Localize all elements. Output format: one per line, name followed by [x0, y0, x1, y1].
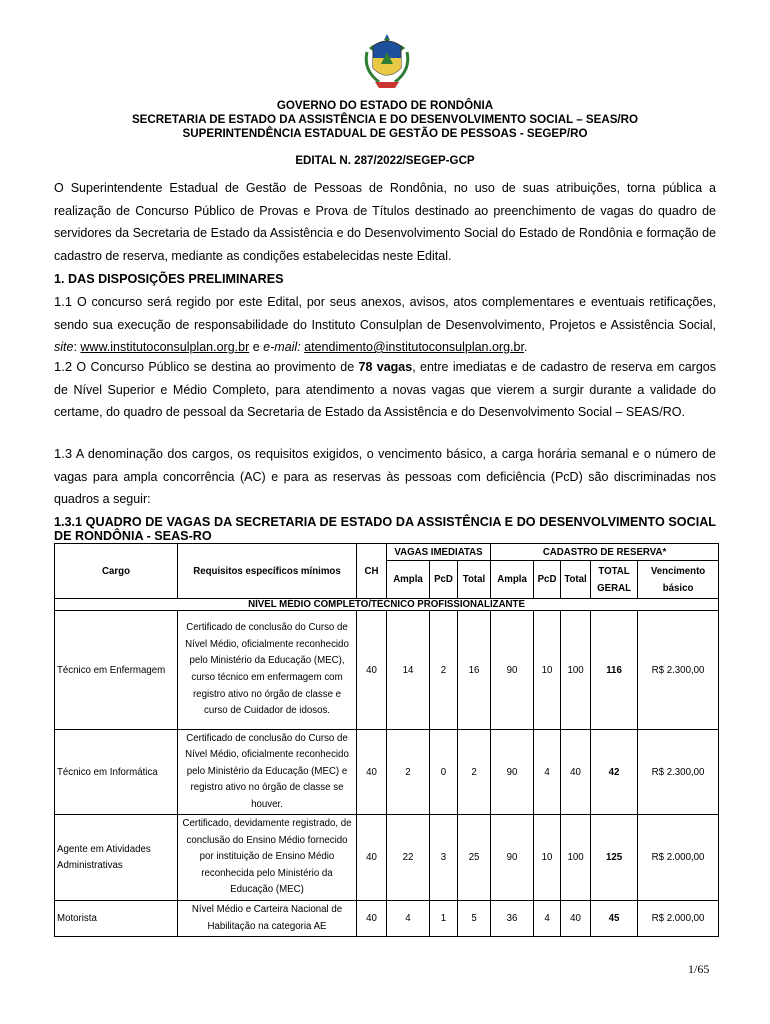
- header-vagas-imediatas: VAGAS IMEDIATAS: [387, 544, 491, 561]
- cell-pcd: 1: [430, 901, 458, 937]
- paragraph-1-3: 1.3 A denominação dos cargos, os requisitos exigidos, o vencimento básico, a carga horária semanal e o número de vagas para ampla concorrência (AC) e para as reservas às pessoas com deficiência (PcD) são discriminadas nos quadros a seguir:: [54, 446, 716, 506]
- paragraph-1-2: 1.2 O Concurso Público se destina ao provimento de 78 vagas, entre imediatas e de cadastro de reserva em cargos de Nível Superior e Médio Completo, para atendimento a novas vagas que vierem a surgir durante a validade do certame, do quadro de pessoal da Secretaria de Estado da Assistência e do Desenvolvimento Social – SEAS/RO.: [54, 359, 716, 419]
- cell-total-geral: 116: [591, 611, 638, 730]
- header-vencimento: Vencimento básico: [638, 561, 719, 599]
- site-label: site: [54, 340, 74, 354]
- cell-cr-ampla: 90: [491, 815, 534, 901]
- paragraph-number: 1.1: [54, 294, 73, 309]
- cell-cr-ampla: 36: [491, 901, 534, 937]
- table-row: [55, 730, 719, 815]
- cell-total: 16: [458, 611, 491, 730]
- subsection-1-3-1-title: 1.3.1 QUADRO DE VAGAS DA SECRETARIA DE ESTADO DA ASSISTÊNCIA E DO DESENVOLVIMENTO SOCIAL DE RONDÔNIA - SEAS-RO: [54, 515, 716, 543]
- cell-pcd: 2: [430, 611, 458, 730]
- cell-vencimento: R$ 2.000,00: [638, 815, 719, 901]
- edital-number: EDITAL N. 287/2022/SEGEP-GCP: [295, 154, 475, 167]
- cell-vencimento: R$ 2.000,00: [638, 901, 719, 937]
- cell-cargo: Técnico em Enfermagem: [55, 611, 178, 730]
- header-total-geral: TOTAL GERAL: [591, 561, 638, 599]
- header-total: Total: [458, 561, 491, 599]
- cell-total-geral: 45: [591, 901, 638, 937]
- header-cr-pcd: PcD: [534, 561, 561, 599]
- cell-cargo: Agente em Atividades Administrativas: [55, 815, 178, 901]
- header-government: GOVERNO DO ESTADO DE RONDÔNIA: [276, 99, 494, 112]
- header-cargo: Cargo: [55, 544, 178, 599]
- header-cr-ampla: Ampla: [491, 561, 534, 599]
- vacancy-table: [54, 543, 719, 937]
- cell-cr-ampla: 90: [491, 611, 534, 730]
- cell-ch: 40: [357, 611, 387, 730]
- header-pcd: PcD: [430, 561, 458, 599]
- header-cadastro-reserva: CADASTRO DE RESERVA*: [491, 544, 719, 561]
- paragraph-number: 1.2: [54, 359, 73, 374]
- table-row: [55, 901, 719, 937]
- cell-total-geral: 125: [591, 815, 638, 901]
- cell-requisitos: Certificado, devidamente registrado, de conclusão do Ensino Médio fornecido por instituição de Ensino Médio reconhecida pelo Ministério da Educação (MEC): [178, 815, 357, 901]
- cell-vencimento: R$ 2.300,00: [638, 730, 719, 815]
- cell-cr-pcd: 4: [534, 901, 561, 937]
- paragraph-number: 1.3: [54, 446, 73, 461]
- cell-ch: 40: [357, 730, 387, 815]
- table-section-label: NÍVEL MÉDIO COMPLETO/TÉCNICO PROFISSIONALIZANTE: [55, 599, 719, 611]
- cell-total: 25: [458, 815, 491, 901]
- header-cr-total: Total: [561, 561, 591, 599]
- cell-cr-pcd: 4: [534, 730, 561, 815]
- section-1-title: 1. DAS DISPOSIÇÕES PRELIMINARES: [54, 272, 284, 286]
- cell-pcd: 0: [430, 730, 458, 815]
- site-link[interactable]: www.institutoconsulplan.org.br: [80, 340, 250, 354]
- header-ch: CH: [357, 544, 387, 599]
- header-secretariat: SECRETARIA DE ESTADO DA ASSISTÊNCIA E DO DESENVOLVIMENTO SOCIAL – SEAS/RO: [131, 113, 639, 126]
- header-ampla: Ampla: [387, 561, 430, 599]
- state-coat-of-arms: [361, 32, 413, 92]
- cell-total: 2: [458, 730, 491, 815]
- cell-cr-pcd: 10: [534, 611, 561, 730]
- cell-cr-pcd: 10: [534, 815, 561, 901]
- cell-total-geral: 42: [591, 730, 638, 815]
- intro-paragraph: O Superintendente Estadual de Gestão de Pessoas de Rondônia, no uso de suas atribuições, torna pública a realização de Concurso Público de Provas e Prova de Títulos destinado ao preenchimento de vagas do quadro de servidores da Secretaria de Estado da Assistência e do Desenvolvimento Social do Estado de Rondônia e formação de cadastro de reserva, mediante as condições estabelecidas neste Edital.: [54, 181, 716, 263]
- cell-cr-total: 100: [561, 611, 591, 730]
- header-requisitos: Requisitos específicos mínimos: [178, 544, 357, 599]
- cell-pcd: 3: [430, 815, 458, 901]
- cell-vencimento: R$ 2.300,00: [638, 611, 719, 730]
- cell-cr-total: 100: [561, 815, 591, 901]
- cell-cargo: Técnico em Informática: [55, 730, 178, 815]
- cell-cr-total: 40: [561, 730, 591, 815]
- vacancies-count: 78 vagas: [358, 360, 413, 374]
- cell-ampla: 2: [387, 730, 430, 815]
- cell-cr-ampla: 90: [491, 730, 534, 815]
- table-row: [55, 611, 719, 730]
- email-label: e-mail:: [263, 340, 301, 354]
- cell-cr-total: 40: [561, 901, 591, 937]
- cell-requisitos: Nível Médio e Carteira Nacional de Habilitação na categoria AE: [178, 901, 357, 937]
- cell-ch: 40: [357, 901, 387, 937]
- cell-requisitos: Certificado de conclusão do Curso de Nível Médio, oficialmente reconhecido pelo Ministério da Educação (MEC), curso técnico em enfermagem com registro ativo no órgão de classe e curso de Cuidador de idosos.: [178, 611, 357, 730]
- cell-ampla: 22: [387, 815, 430, 901]
- cell-total: 5: [458, 901, 491, 937]
- email-link[interactable]: atendimento@institutoconsulplan.org.br: [304, 340, 524, 354]
- cell-requisitos: Certificado de conclusão do Curso de Nível Médio, oficialmente reconhecido pelo Ministério da Educação (MEC) e registro ativo no órgão de classe se houver.: [178, 730, 357, 815]
- cell-cargo: Motorista: [55, 901, 178, 937]
- cell-ampla: 4: [387, 901, 430, 937]
- cell-ch: 40: [357, 815, 387, 901]
- header-superintendence: SUPERINTENDÊNCIA ESTADUAL DE GESTÃO DE PESSOAS - SEGEP/RO: [182, 127, 588, 140]
- paragraph-1-1: 1.1 O concurso será regido por este Edital, por seus anexos, avisos, atos complementares e eventuais retificações, sendo sua execução de responsabilidade do Instituto Consulplan de Desenvolvimento, Projetos e Assistência Social, site: www.institutoconsulplan.org.br e e-mail: atendimento@institutoconsulplan.org.br.: [54, 294, 716, 354]
- table-row: [55, 815, 719, 901]
- page-number: 1/65: [688, 962, 710, 976]
- cell-ampla: 14: [387, 611, 430, 730]
